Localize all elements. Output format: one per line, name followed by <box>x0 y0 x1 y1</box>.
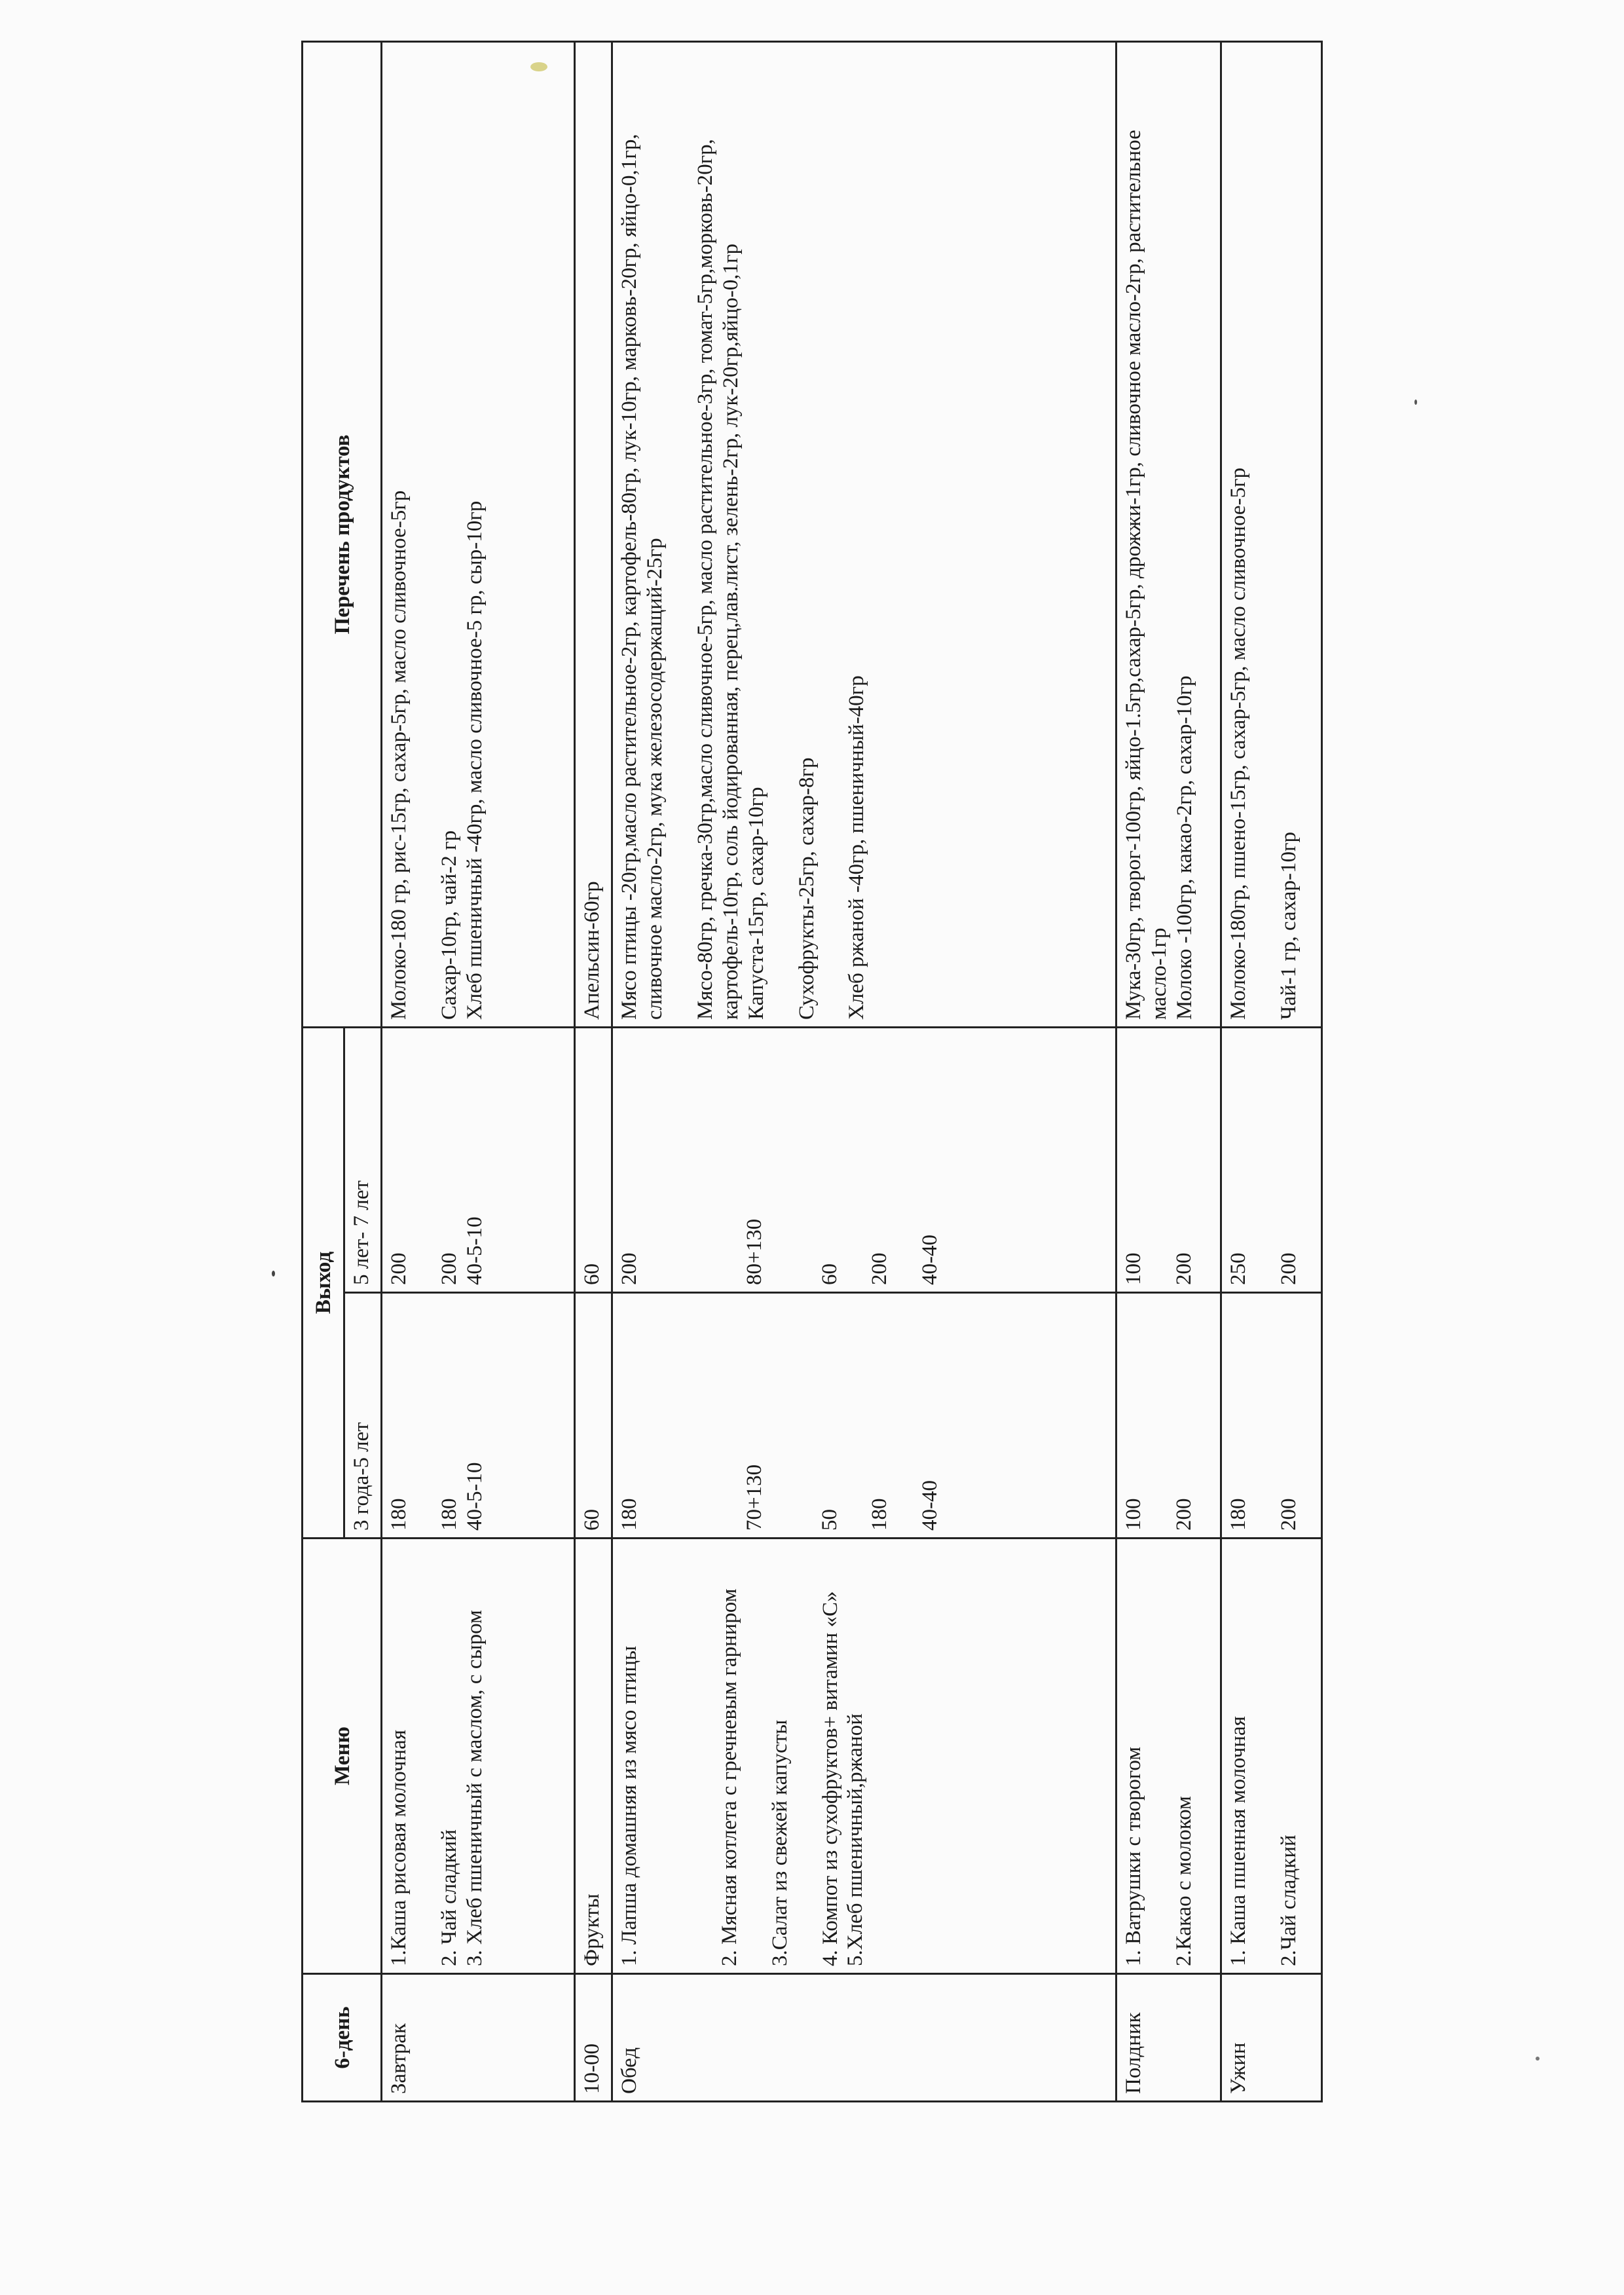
output-value: 60 <box>817 1263 841 1285</box>
meal-label: Обед <box>612 1974 1116 2102</box>
meal-label: Полдник <box>1116 1974 1221 2102</box>
output-value: 200 <box>618 1252 641 1285</box>
scan-speck <box>1414 400 1417 405</box>
output-value: 180 <box>868 1498 892 1531</box>
products-text: Сахар-10гр, чай-2 гр <box>437 830 461 1020</box>
menu-item: 3. Хлеб пшеничный с маслом, с сыром <box>462 1610 487 1966</box>
products-cell <box>612 41 1116 1027</box>
products-text: Мясо-80гр, гречка-30гр,масло сливочное-5гр, масло растительное-3гр, томат-5гр,морковь-20гр, картофель-10гр, соль йодированная, перец,лав.лист, зелень-2гр, лук-20гр,яйцо-0,1гр <box>693 139 743 1020</box>
products-text: Сухофрукты-25гр, сахар-8гр <box>794 757 819 1020</box>
output-5-7-cell <box>612 1027 1116 1292</box>
products-text: Хлеб пшеничный -40гр, масло сливочное-5 гр, сыр-10гр <box>462 500 487 1020</box>
output-value: 180 <box>386 1498 411 1531</box>
output-value: 180 <box>437 1498 461 1531</box>
products-text: Молоко-180 гр, рис-15гр, сахар-5гр, масло сливочное-5гр <box>386 490 411 1020</box>
dinner-row <box>1221 41 1321 2101</box>
scan-speck <box>530 62 547 71</box>
scan-speck <box>272 1271 275 1277</box>
products-cell <box>1221 41 1321 1027</box>
day-header: 6-день <box>303 1974 382 2102</box>
output-value: 40-5-10 <box>462 1216 487 1285</box>
output-value: 200 <box>1172 1252 1196 1285</box>
output-value: 100 <box>1122 1498 1146 1531</box>
products-cell <box>574 41 612 1027</box>
products-text: Хлеб ржаной -40гр, пшеничный-40гр <box>845 675 869 1020</box>
output-5-7-cell <box>1116 1027 1221 1292</box>
menu-cell <box>574 1539 612 1974</box>
output-value: 200 <box>1276 1252 1301 1285</box>
menu-item: 4. Компот из сухофруктов+ витамин «С» <box>818 1591 842 1966</box>
menu-item: 5.Хлеб пшеничный,ржаной <box>843 1713 868 1966</box>
products-text: Капуста-15гр, сахар-10гр <box>744 787 768 1020</box>
output-value: 200 <box>437 1252 461 1285</box>
products-text: Апельсин-60гр <box>580 881 604 1020</box>
output-5-7-cell <box>381 1027 574 1292</box>
menu-cell <box>381 1539 574 1974</box>
output-value: 40-40 <box>918 1235 942 1285</box>
menu-item: 1. Лапша домашняя из мясо птицы <box>618 1645 641 1966</box>
header-row <box>303 41 344 2101</box>
products-text: Молоко-180гр, пшено-15гр, сахар-5гр, масло сливочное-5гр <box>1226 467 1250 1020</box>
output-value: 200 <box>386 1252 411 1285</box>
menu-cell <box>1221 1539 1321 1974</box>
output-value: 40-5-10 <box>462 1462 487 1531</box>
menu-table <box>301 41 1323 2102</box>
menu-cell <box>1116 1539 1221 1974</box>
output-value: 70+130 <box>742 1464 766 1531</box>
output-value: 50 <box>817 1509 841 1531</box>
menu-item: 1. Каша пшенная молочная <box>1226 1716 1250 1966</box>
menu-item: 3.Салат из свежей капусты <box>767 1719 792 1966</box>
menu-item: 1. Ватрушки с творогом <box>1122 1746 1146 1966</box>
menu-item: 2. Мясная котлета с гречневым гарниром <box>717 1588 741 1966</box>
meal-label: Завтрак <box>381 1974 574 2102</box>
age-5-7-header: 5 лет- 7 лет <box>344 1027 381 1292</box>
snack-row <box>574 41 612 2101</box>
menu-cell <box>612 1539 1116 1974</box>
products-cell <box>1116 41 1221 1027</box>
output-value: 200 <box>868 1252 892 1285</box>
breakfast-row <box>381 41 574 2101</box>
output-3-5-cell <box>574 1293 612 1539</box>
output-value: 60 <box>580 1263 604 1285</box>
age-3-5-header: 3 года-5 лет <box>344 1293 381 1539</box>
menu-header: Меню <box>303 1539 382 1974</box>
lunch-row <box>612 41 1116 2101</box>
output-3-5-cell <box>612 1293 1116 1539</box>
products-text: Мука-30гр, творог-100гр, яйцо-1.5гр,сахар-5гр, дрожжи-1гр, сливочное масло-2гр, растительное масло-1гр <box>1122 130 1172 1020</box>
products-text: Молоко -100гр, какао-2гр, сахар-10гр <box>1173 675 1197 1020</box>
menu-item: 1.Каша рисовая молочная <box>386 1730 411 1966</box>
output-value: 180 <box>618 1498 641 1531</box>
menu-item: Фрукты <box>580 1894 604 1966</box>
output-value: 250 <box>1226 1252 1250 1285</box>
output-value: 80+130 <box>742 1218 766 1285</box>
scan-speck <box>1536 2057 1540 2061</box>
products-text: Чай-1 гр, сахар-10гр <box>1276 832 1301 1020</box>
output-3-5-cell <box>1116 1293 1221 1539</box>
output-5-7-cell <box>574 1027 612 1292</box>
output-value: 180 <box>1226 1498 1250 1531</box>
menu-item: 2.Какао с молоком <box>1172 1796 1196 1966</box>
products-header: Перечень продуктов <box>303 41 382 1027</box>
output-value: 200 <box>1172 1498 1196 1531</box>
meal-label: 10-00 <box>574 1974 612 2102</box>
output-3-5-cell <box>1221 1293 1321 1539</box>
output-value: 60 <box>580 1509 604 1531</box>
output-value: 40-40 <box>918 1480 942 1531</box>
rotated-menu-page <box>301 43 1323 2102</box>
meal-label: Ужин <box>1221 1974 1321 2102</box>
output-value: 100 <box>1122 1252 1146 1285</box>
products-cell <box>381 41 574 1027</box>
afternoon-row <box>1116 41 1221 2101</box>
menu-item: 2.Чай сладкий <box>1276 1835 1301 1966</box>
menu-item: 2. Чай сладкий <box>437 1829 461 1966</box>
output-3-5-cell <box>381 1293 574 1539</box>
output-header: Выход <box>303 1027 344 1538</box>
output-5-7-cell <box>1221 1027 1321 1292</box>
output-value: 200 <box>1276 1498 1301 1531</box>
products-text: Мясо птицы -20гр,масло растительное-2гр, картофель-80гр, лук-10гр, марковь-20гр, яйцо-0,1гр, сливочное масло-2гр, мука железосодержащий-25гр <box>618 134 667 1020</box>
